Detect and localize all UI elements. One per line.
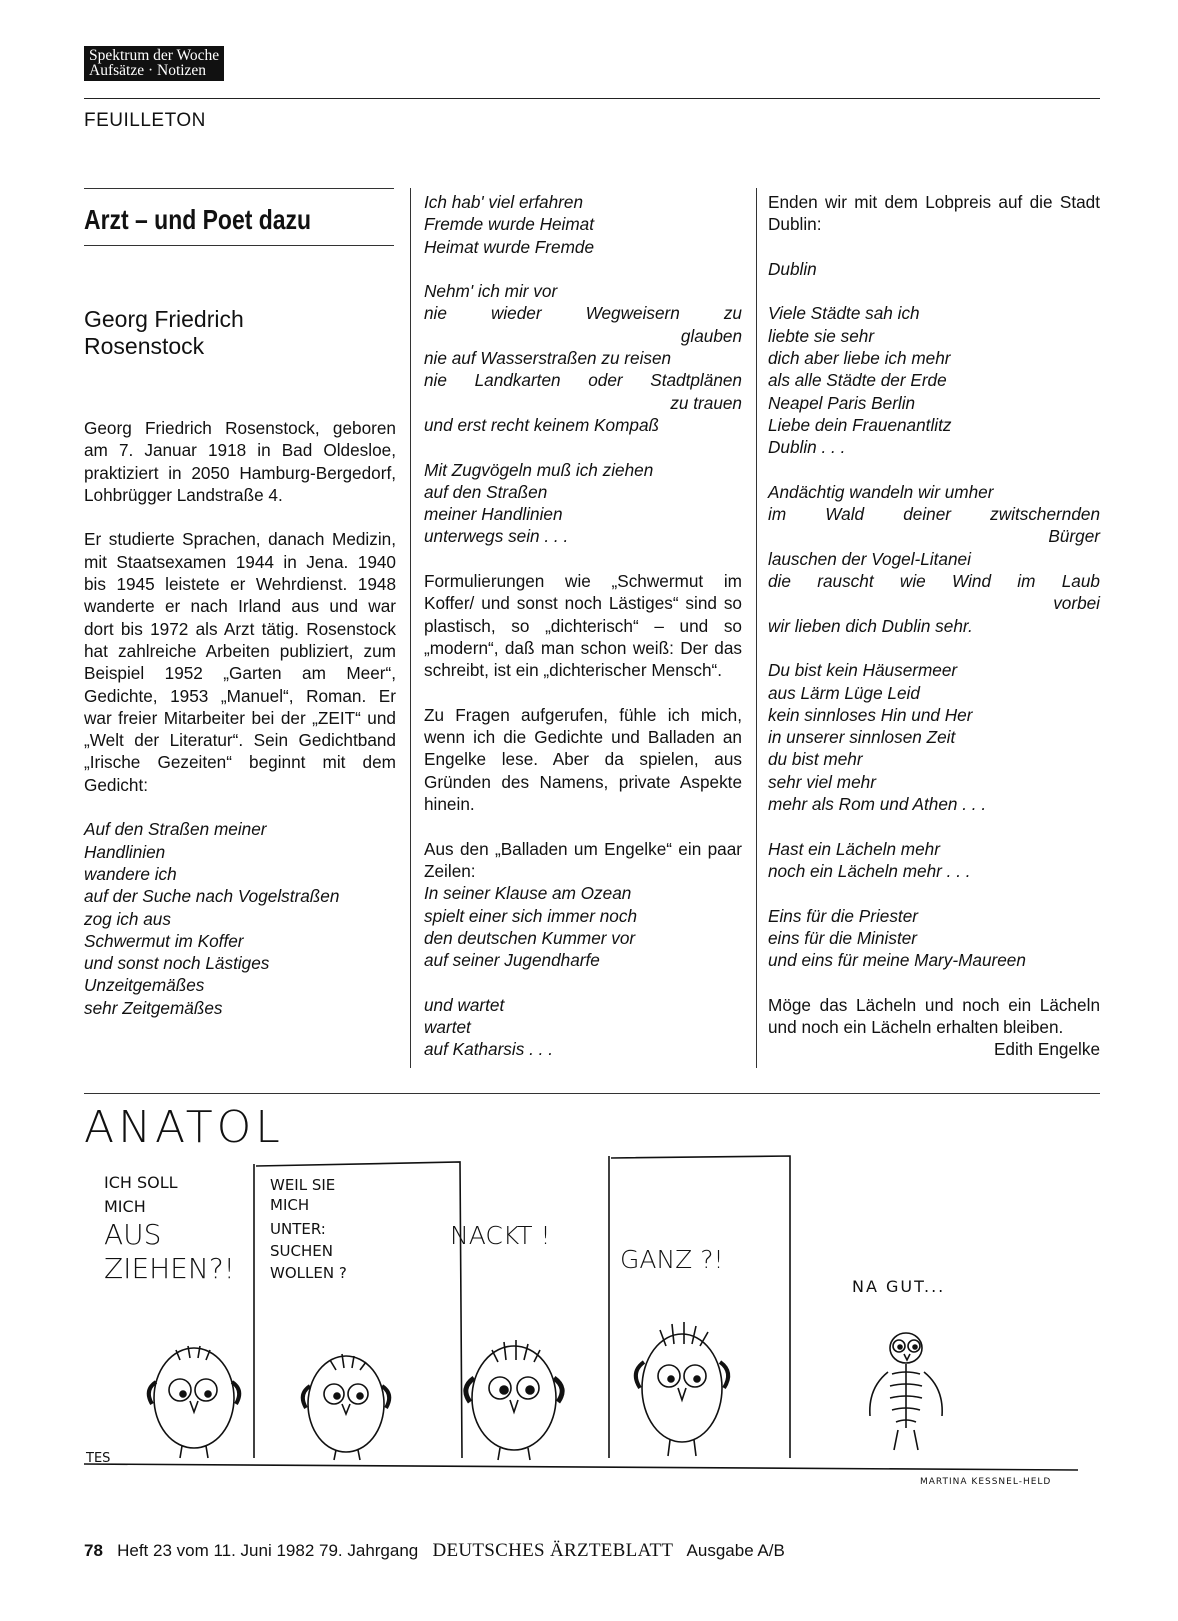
author-line-2: Rosenstock (84, 333, 205, 359)
body-paragraph: Möge das Lächeln und noch ein Lächeln und noch ein Lächeln erhalten bleiben. (768, 994, 1100, 1037)
article-title: Arzt – und Poet dazu (84, 204, 312, 235)
poem-line: eins für die Minister (768, 927, 918, 948)
paragraph-gap (84, 506, 396, 528)
panel1-text-1: ICH SOLL (104, 1173, 178, 1192)
author-name (84, 306, 384, 360)
paragraph-gap (768, 882, 1100, 904)
body-paragraph: Georg Friedrich Rosenstock, geboren am 7. Januar 1918 in Bad Oldesloe, praktiziert in 2050 Hamburg-Bergedorf, Lohbrügger Landstraße 4. (84, 418, 396, 505)
comic-strip (84, 1098, 1100, 1518)
comic-baseline (84, 1464, 1078, 1470)
owl-drawing-4 (636, 1322, 728, 1456)
poem-line: auf Katharsis . . . (424, 1039, 553, 1060)
poem-line: nie Landkarten oder Stadtplänen (424, 370, 742, 391)
poem-line: dich aber liebe ich mehr (768, 348, 951, 369)
poem-line: Liebe dein Frauenantlitz (768, 414, 952, 435)
panel4-text: GANZ ?! (620, 1245, 724, 1274)
article-column-3 (768, 191, 1100, 1061)
panel2-text-2: MICH (270, 1196, 310, 1214)
paragraph-gap (768, 459, 1100, 481)
poem-line: wartet (424, 1016, 471, 1037)
poem-line: Fremde wurde Heimat (424, 214, 595, 235)
body-paragraph: Aus den „Balladen um Engelke“ ein paar Zeilen: (424, 838, 742, 881)
panel3-text: NACKT ! (450, 1221, 551, 1250)
paragraph-gap (768, 637, 1100, 659)
owl-drawing-3 (466, 1340, 562, 1460)
poem-line: kein sinnloses Hin und Her (768, 704, 973, 725)
poem-line: Unzeitgemäßes (84, 975, 205, 996)
owl-drawing-2 (303, 1354, 389, 1460)
poem-line: Nehm' ich mir vor (424, 281, 558, 302)
poem-line: sehr viel mehr (768, 771, 876, 792)
poem-line: auf der Suche nach Vogelstraßen (84, 886, 340, 907)
author-line-1: Georg Friedrich (84, 306, 244, 332)
title-rule-top (84, 188, 394, 189)
owl-drawing-5 (870, 1333, 942, 1450)
poem-line: Auf den Straßen meiner (84, 819, 267, 840)
poem-line: Dublin . . . (768, 437, 846, 458)
artist-signature: MARTINA KESSNEL-HELD (920, 1477, 1052, 1487)
article-column-2 (424, 191, 742, 1061)
owl-drawing-1 (149, 1346, 239, 1458)
poem-line: mehr als Rom und Athen . . . (768, 794, 987, 815)
edition-info: Ausgabe A/B (686, 1541, 785, 1560)
paragraph-gap (424, 258, 742, 280)
poem-line: unterwegs sein . . . (424, 526, 569, 547)
body-paragraph: Zu Fragen aufgerufen, fühle ich mich, wenn ich die Gedichte und Balladen an Engelke lese. Aber da spielen, aus Gründen des Namens, private Aspekte hinein. (424, 704, 742, 815)
poem-line: Mit Zugvögeln muß ich ziehen (424, 459, 654, 480)
article-column-1 (84, 417, 396, 1019)
body-paragraph: Formulierungen wie „Schwermut im Koffer/ und sonst noch Lästiges“ sind so plastisch, so „dichterisch“ – und so „modern“, daß man schon weiß: Der das schreibt, ist ein „dichterischer Mensch“. (424, 571, 742, 681)
body-paragraph: Er studierte Sprachen, danach Medizin, mit Staatsexamen 1944 in Jena. 1940 bis 1945 leistete er Wehrdienst. 1948 wanderte er nach Irland aus und war dort bis 1972 als Arzt tätig. Rosenstock hat zahlreiche Arbeiten publiziert, zum Beispiel 1952 „Garten am Meer“, Gedichte, 1953 „Manuel“, Roman. Er war freier Mitarbeiter bei der „ZEIT“ und „Welt der Literatur“. Sein Gedichtband „Irische Gezeiten“ beginnt mit dem Gedicht: (84, 529, 396, 795)
poem-line: nie wieder Wegweisern zu (424, 303, 742, 324)
body-paragraph: Enden wir mit dem Lobpreis auf die Stadt Dublin: (768, 192, 1100, 235)
panel2-text-5: WOLLEN ? (270, 1264, 347, 1282)
section-badge (84, 46, 224, 81)
poem-line: spielt einer sich immer noch (424, 905, 638, 926)
poem-line: lauschen der Vogel-Litanei (768, 548, 971, 569)
panel1-text-4: ZIEHEN?! (104, 1252, 235, 1285)
poem-line: als alle Städte der Erde (768, 370, 947, 391)
poem-line: Bürger (1048, 526, 1100, 547)
poem-line: zog ich aus (84, 908, 171, 929)
poem-line: nie auf Wasserstraßen zu reisen (424, 348, 672, 369)
paragraph-gap (424, 682, 742, 704)
rubric-label: FEUILLETON (84, 110, 206, 131)
panel2-text-3: UNTER: (270, 1220, 326, 1238)
paragraph-gap (768, 815, 1100, 837)
poem-line: in unserer sinnlosen Zeit (768, 727, 956, 748)
paragraph-gap (424, 971, 742, 993)
page-footer (84, 1540, 785, 1562)
column-divider-2 (756, 188, 757, 1068)
poem-line: Dublin (768, 258, 817, 279)
section-line-1: Spektrum der Woche (89, 47, 220, 64)
poem-line: Handlinien (84, 841, 166, 862)
poem-line: und erst recht keinem Kompaß (424, 414, 660, 435)
artist-initials: TES (86, 1451, 111, 1466)
panel5-text: NA GUT... (852, 1277, 946, 1296)
paragraph-gap (424, 548, 742, 570)
poem-line: auf seiner Jugendharfe (424, 950, 600, 971)
poem-line: wandere ich (84, 863, 177, 884)
paragraph-gap (424, 815, 742, 837)
poem-line: In seiner Klause am Ozean (424, 883, 632, 904)
section-line-2: Aufsätze · Notizen (89, 62, 207, 79)
journal-name: DEUTSCHES ÄRZTEBLATT (432, 1540, 674, 1561)
poem-line: zu trauen (670, 392, 742, 413)
poem-line: auf den Straßen (424, 481, 548, 502)
paragraph-gap (424, 436, 742, 458)
poem-line: Neapel Paris Berlin (768, 392, 916, 413)
panel1-text-2: MICH (104, 1197, 146, 1216)
title-rule-bottom (84, 245, 394, 246)
poem-line: und eins für meine Mary-Maureen (768, 950, 1026, 971)
paragraph-gap (768, 280, 1100, 302)
paragraph-gap (768, 236, 1100, 258)
comic-title: ANATOL (84, 1102, 284, 1153)
panel-frame-4 (611, 1156, 790, 1458)
poem-line: und wartet (424, 994, 505, 1015)
panel2-text-1: WEIL SIE (270, 1176, 336, 1194)
column-divider-1 (410, 188, 411, 1068)
poem-line: vorbei (1053, 593, 1100, 614)
poem-line: Heimat wurde Fremde (424, 236, 595, 257)
poem-line: glauben (680, 325, 742, 346)
panel2-text-4: SUCHEN (270, 1242, 333, 1260)
paragraph-gap (768, 971, 1100, 993)
comic-rule (84, 1093, 1100, 1094)
poem-line: meiner Handlinien (424, 504, 563, 525)
issue-info: Heft 23 vom 11. Juni 1982 79. Jahrgang (117, 1541, 419, 1560)
poem-line: du bist mehr (768, 749, 863, 770)
poem-line: Eins für die Priester (768, 905, 918, 926)
poem-line: Andächtig wandeln wir umher (768, 481, 994, 502)
poem-line: Du bist kein Häusermeer (768, 660, 958, 681)
poem-line: den deutschen Kummer vor (424, 927, 636, 948)
panel1-text-3: AUS (104, 1218, 162, 1251)
page-number: 78 (84, 1541, 103, 1560)
poem-line: wir lieben dich Dublin sehr. (768, 615, 973, 636)
poem-line: Hast ein Lächeln mehr (768, 838, 940, 859)
poem-line: im Wald deiner zwitschernden (768, 504, 1100, 525)
poem-line: und sonst noch Lästiges (84, 953, 270, 974)
poem-line: sehr Zeitgemäßes (84, 997, 223, 1018)
poem-line: Schwermut im Koffer (84, 930, 244, 951)
poem-line: liebte sie sehr (768, 325, 875, 346)
signature: Edith Engelke (993, 1039, 1100, 1060)
poem-line: Ich hab' viel erfahren (424, 192, 584, 212)
paragraph-gap (84, 796, 396, 818)
poem-line: Viele Städte sah ich (768, 303, 920, 324)
poem-line: die rauscht wie Wind im Laub (768, 571, 1100, 592)
header-rule (84, 98, 1100, 99)
poem-line: aus Lärm Lüge Leid (768, 682, 920, 703)
poem-line: noch ein Lächeln mehr . . . (768, 860, 971, 881)
